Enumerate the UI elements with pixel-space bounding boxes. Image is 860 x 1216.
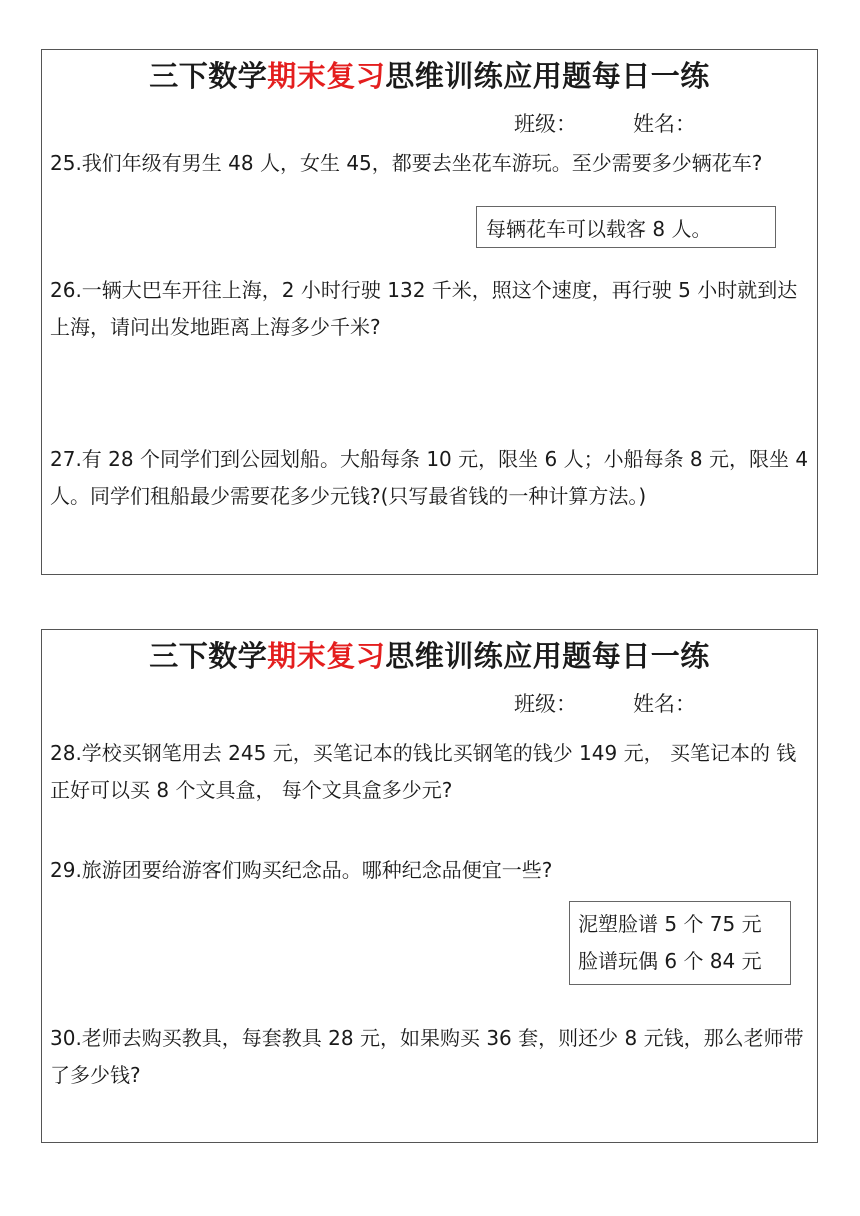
hint-line: 泥塑脸谱 5 个 75 元 xyxy=(578,912,762,936)
title-part-2: 思维训练应用题每日一练 xyxy=(385,59,710,93)
hint-box-capacity xyxy=(476,206,776,248)
worksheet-2 xyxy=(41,629,818,1143)
question-29: 29.旅游团要给游客们购买纪念品。哪种纪念品便宜一些? xyxy=(50,858,553,882)
title-highlight: 期末复习 xyxy=(267,59,386,93)
hint-box-prices xyxy=(569,901,791,985)
worksheet-title xyxy=(42,634,817,675)
hint-line: 每辆花车可以载客 8 人。 xyxy=(486,217,712,241)
title-part-2: 思维训练应用题每日一练 xyxy=(385,639,710,673)
name-label: 姓名： xyxy=(633,692,696,716)
class-label: 班级： xyxy=(514,112,577,136)
name-label: 姓名： xyxy=(633,112,696,136)
worksheet-title xyxy=(42,54,817,95)
title-part-1: 三下数学 xyxy=(149,59,268,93)
question-30: 30.老师去购买教具，每套教具 28 元，如果购买 36 套，则还少 8 元钱，那么老师带了多少钱? xyxy=(50,1026,804,1087)
worksheet-1 xyxy=(41,49,818,575)
question-28: 28.学校买钢笔用去 245 元，买笔记本的钱比买钢笔的钱少 149 元， 买笔记本的 钱正好可以买 8 个文具盒， 每个文具盒多少元? xyxy=(50,741,797,802)
title-highlight: 期末复习 xyxy=(267,639,386,673)
student-info xyxy=(514,688,696,718)
question-26: 26.一辆大巴车开往上海，2 小时行驶 132 千米，照这个速度，再行驶 5 小时就到达上海，请问出发地距离上海多少千米? xyxy=(50,278,798,339)
hint-line: 脸谱玩偶 6 个 84 元 xyxy=(578,949,762,973)
student-info xyxy=(514,108,696,138)
question-27: 27.有 28 个同学们到公园划船。大船每条 10 元，限坐 6 人；小船每条 8 元，限坐 4 人。同学们租船最少需要花多少元钱?(只写最省钱的一种计算方法。) xyxy=(50,447,809,508)
class-label: 班级： xyxy=(514,692,577,716)
title-part-1: 三下数学 xyxy=(149,639,268,673)
question-25: 25.我们年级有男生 48 人，女生 45，都要去坐花车游玩。至少需要多少辆花车? xyxy=(50,151,763,175)
